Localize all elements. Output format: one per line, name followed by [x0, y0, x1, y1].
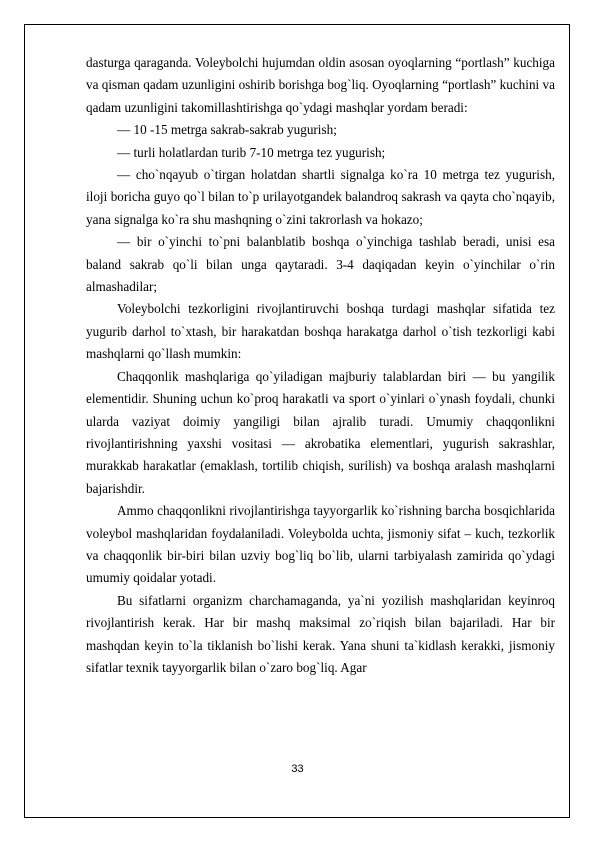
list-item-jump-running: — 10 -15 metrga sakrab-sakrab yugurish; [117, 122, 337, 138]
paragraph-agility-requirements: Chaqqonlik mashqlariga qo`yiladigan majburiy talablardan biri — bu yangilik elementidir. Shuning uchun ko`proq harakatli va sport o`yinlari o`ynash foydali, chunki ularda vaziyat doimiy yangiligi bilan ajralib turadi. Umumiy chaqqonlikni rivojlantirishning yaxshi vositasi — akrobatika elementlari, yugurish sakrashlar, murakkab harakatlar (emaklash, tortilib chiqish, surilish) va boshqa aralash mashqlarni bajarishdir. [86, 368, 555, 496]
list-item-ball-toss: — bir o`yinchi to`pni balanblatib boshqa o`yinchiga tashlab beradi, unisi esa baland sakrab qo`li bilan unga qaytaradi. 3-4 daqiqadan keyin o`yinchilar o`rin almashadilar; [86, 234, 555, 295]
document-body [86, 52, 555, 679]
page-number: 33 [291, 763, 304, 775]
paragraph-speed-exercises: Voleybolchi tezkorligini rivojlantiruvchi boshqa turdagi mashqlar sifatida tez yugurib darhol to`xtash, bir harakatdan boshqa harakatga darhol o`tish tezkorligi kabi mashqlarni qo`llash mumkin: [86, 301, 555, 362]
paragraph-development-rules: Bu sifatlarni organizm charchamaganda, ya`ni yozilish mashqlaridan keyinroq rivojlantirish kerak. Har bir mashq maksimal zo`riqish bilan bajariladi. Har bir mashqdan keyin to`la tiklanish bo`lishi kerak. Yana shuni ta`kidlash kerakki, jismoniy sifatlar texnik tayyorgarlik bilan o`zaro bog`liq. Agar [86, 592, 555, 675]
paragraph-continuation: dasturga qaraganda. Voleybolchi hujumdan oldin asosan oyoqlarning “portlash” kuchiga va qisman qadam uzunligini oshirib borishga bog`liq. Oyoqlarning “portlash” kuchini va qadam uzunligini takomillashtirishga qo`ydagi mashqlar yordam beradi: [86, 55, 555, 115]
list-item-fast-running: — turli holatlardan turib 7-10 metrga tez yugurish; [117, 144, 386, 160]
paragraph-volleyball-exercises: Ammo chaqqonlikni rivojlantirishga tayyorgarlik ko`rishning barcha bosqichlarida voleybol mashqlaridan foydalaniladi. Voleybolda uchta, jismoniy sifat – kuch, tezkorlik va chaqqonlik bir-biri bilan uzviy bog`liq bo`lib, ularni tarbiyalash zamirida qo`ydagi umumiy qoidalar yotadi. [86, 503, 555, 586]
list-item-squat-signal: — cho`nqayub o`tirgan holatdan shartli signalga ko`ra 10 metrga tez yugurish, iloji boricha guyo qo`l bilan to`p urilayotgandek balandroq sakrash va qayta cho`nqayib, yana signalga ko`ra shu mashqning o`zini takrorlash va hokazo; [86, 167, 555, 227]
